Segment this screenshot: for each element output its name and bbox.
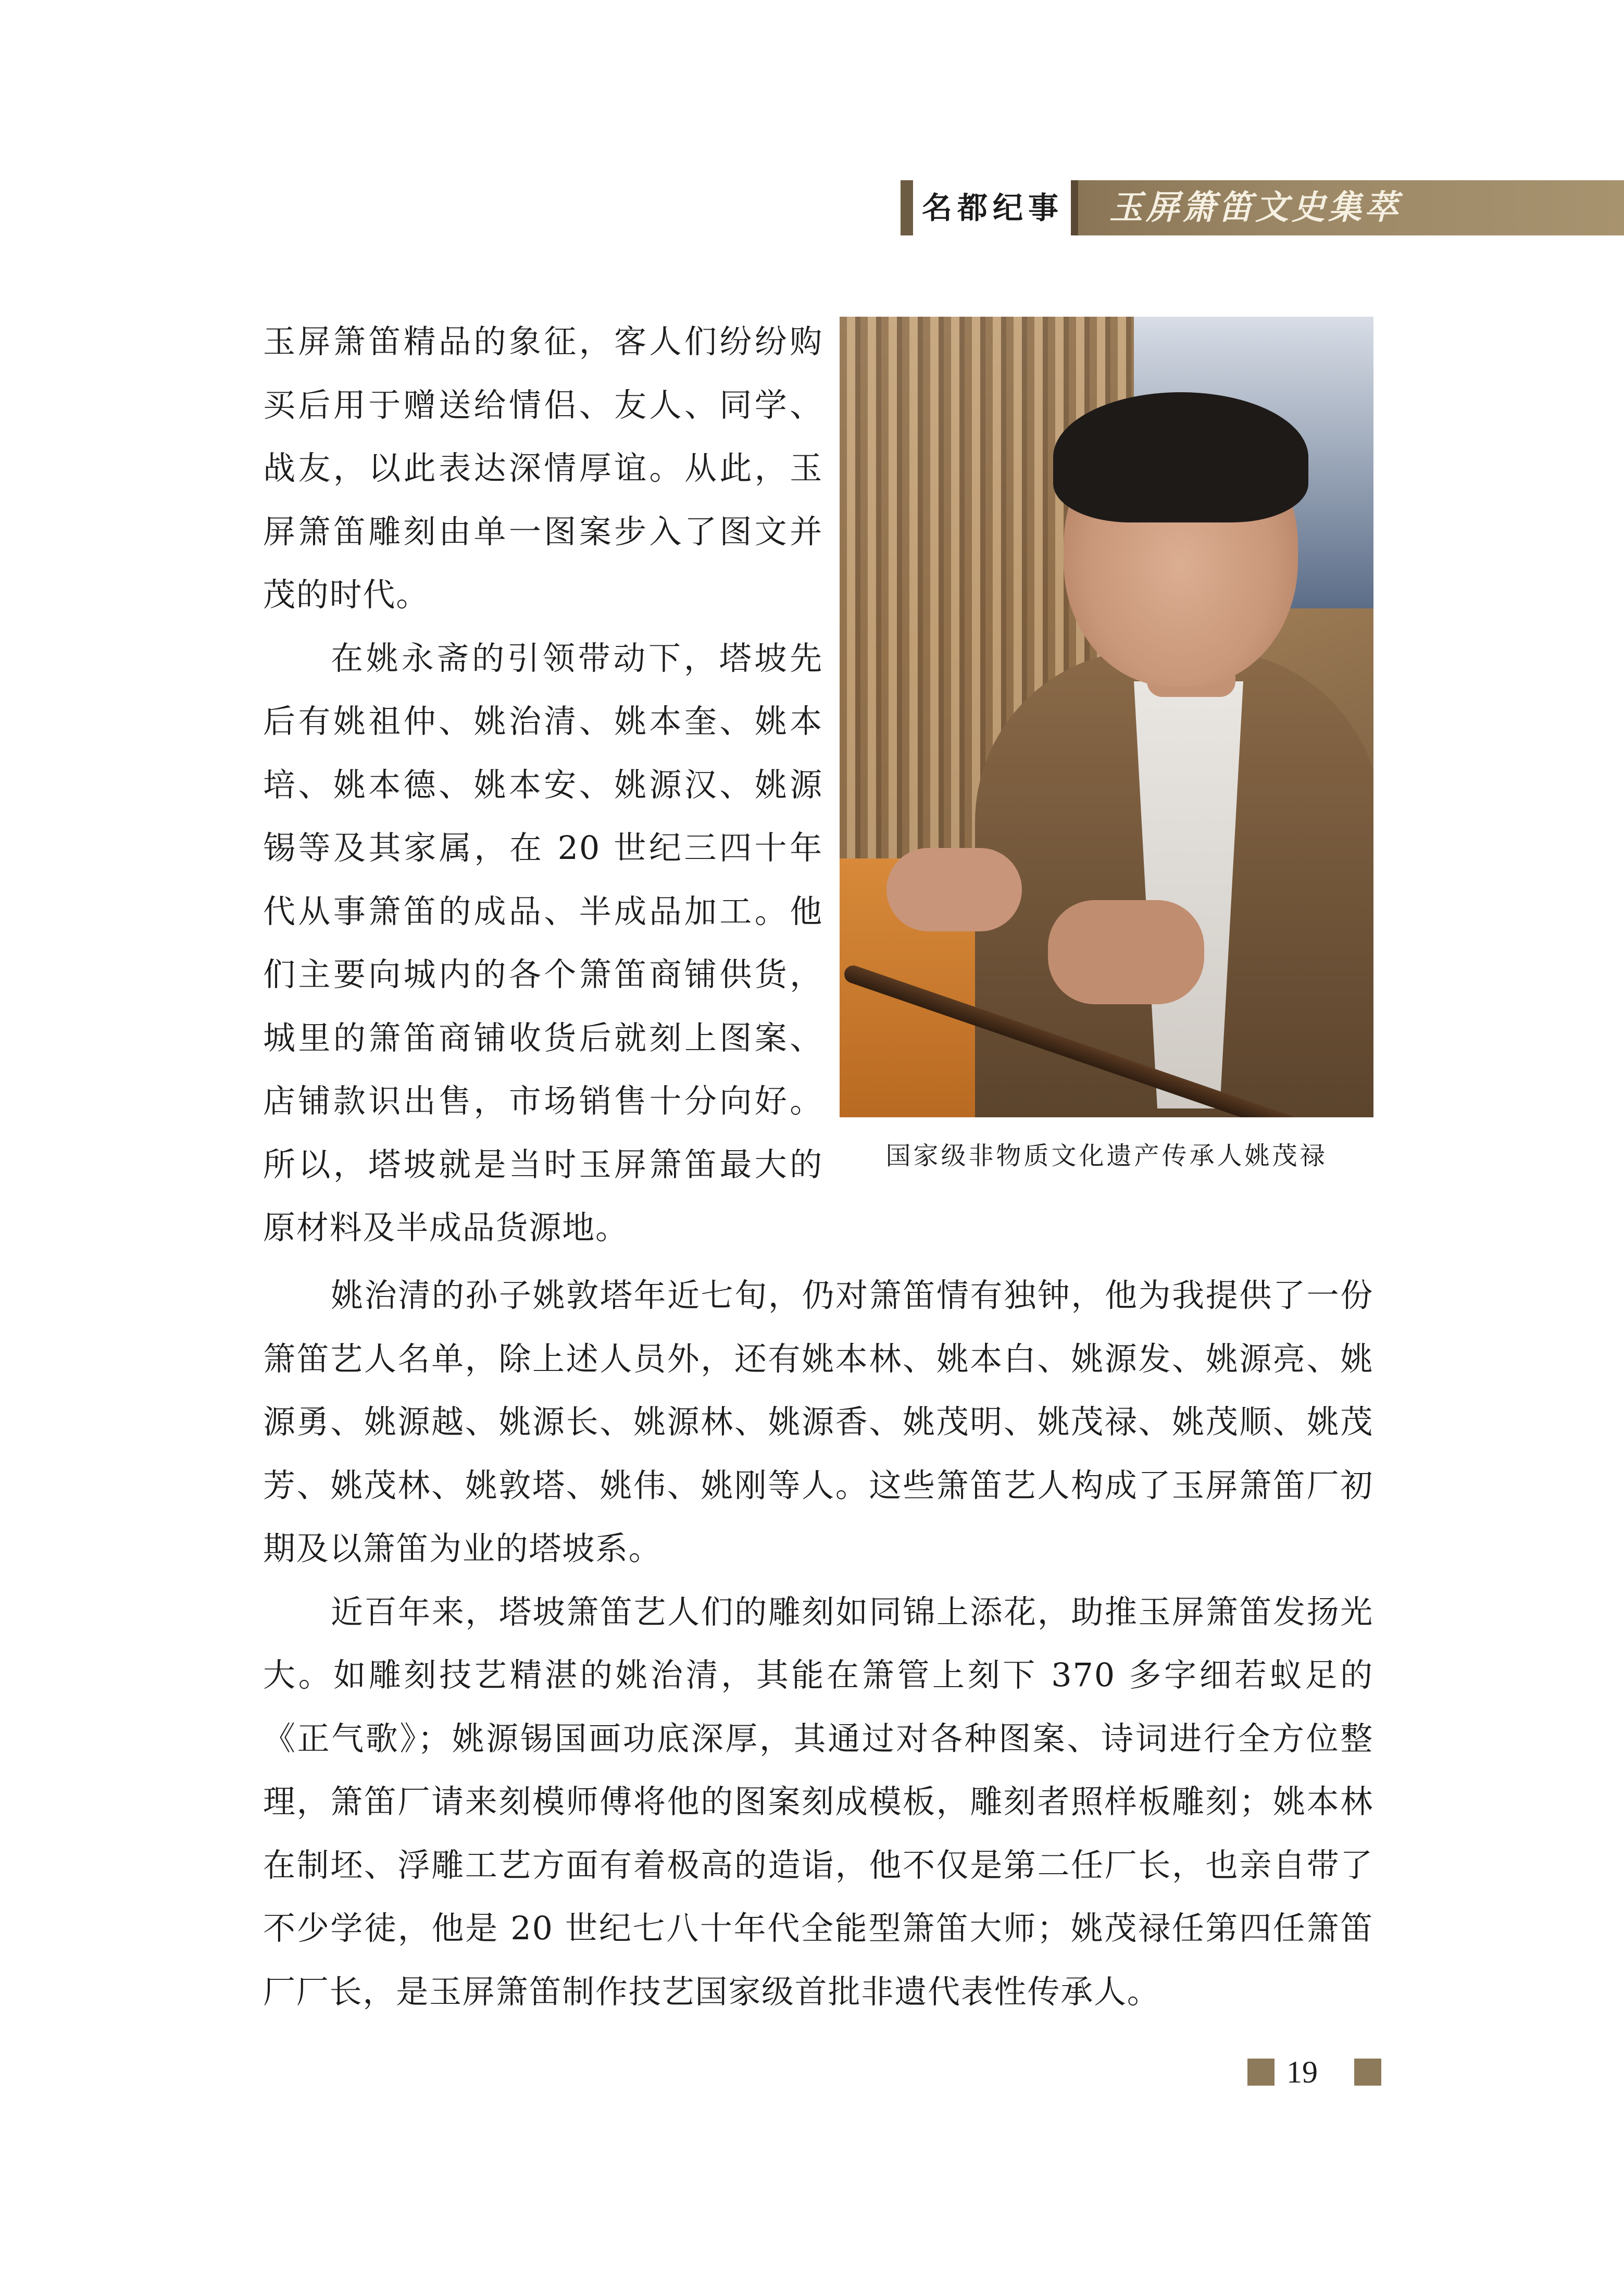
photo-caption: 国家级非物质文化遗产传承人姚茂禄 <box>885 1141 1328 1170</box>
paragraph: 姚治清的孙子姚敦塔年近七旬，仍对箫笛情有独钟，他为我提供了一份箫笛艺人名单，除上述人员外，还有姚本林、姚本白、姚源发、姚源亮、姚源勇、姚源越、姚源长、姚源林、姚源香、姚茂明、姚茂禄、姚茂顺、姚茂芳、姚茂林、姚敦塔、姚伟、姚刚等人。这些箫笛艺人构成了玉屏箫笛厂初期及以箫笛为业的塔坡系。 <box>263 1276 1373 1567</box>
paragraph: 玉屏箫笛精品的象征，客人们纷纷购买后用于赠送给情侣、友人、同学、战友，以此表达深情厚谊。从此，玉屏箫笛雕刻由单一图案步入了图文并茂的时代。 <box>263 322 823 614</box>
body-column-text <box>263 310 823 1260</box>
page-number-marker-right <box>1354 2059 1381 2086</box>
portrait-photo <box>840 317 1373 1117</box>
body-full-text <box>263 1264 1373 2023</box>
page-number: 19 <box>1286 2055 1318 2089</box>
header-accent-bar <box>901 180 913 235</box>
paragraph: 近百年来，塔坡箫笛艺人们的雕刻如同锦上添花，助推玉屏箫笛发扬光大。如雕刻技艺精湛的姚治清，其能在箫管上刻下 370 多字细若蚁足的《正气歌》；姚源锡国画功底深厚，其通过对各种图案、诗词进行全方位整理，箫笛厂请来刻模师傅将他的图案刻成模板，雕刻者照样板雕刻；姚本林在制坯、浮雕工艺方面有着极高的造诣，他不仅是第二任厂长，也亲自带了不少学徒，他是 20 世纪七八十年代全能型箫笛大师；姚茂禄任第四任箫笛厂厂长，是玉屏箫笛制作技艺国家级首批非遗代表性传承人。 <box>263 1592 1373 2011</box>
header-section-title: 名都纪事 <box>922 190 1064 226</box>
paragraph: 在姚永斋的引领带动下，塔坡先后有姚祖仲、姚治清、姚本奎、姚本培、姚本德、姚本安、姚源汉、姚源锡等及其家属，在 20 世纪三四十年代从事箫笛的成品、半成品加工。他们主要向城内的各个箫笛商铺供货，城里的箫笛商铺收货后就刻上图案、店铺款识出售，市场销售十分向好。所以，塔坡就是当时玉屏箫笛最大的原材料及半成品货源地。 <box>263 639 823 1246</box>
photo-hair <box>1053 392 1308 522</box>
header-divider <box>1071 180 1078 235</box>
page-number-marker-left <box>1247 2059 1275 2086</box>
photo-hand <box>1048 900 1204 1004</box>
header-book-title: 玉屏箫笛文史集萃 <box>1109 188 1401 227</box>
photo-hand <box>886 848 1022 931</box>
